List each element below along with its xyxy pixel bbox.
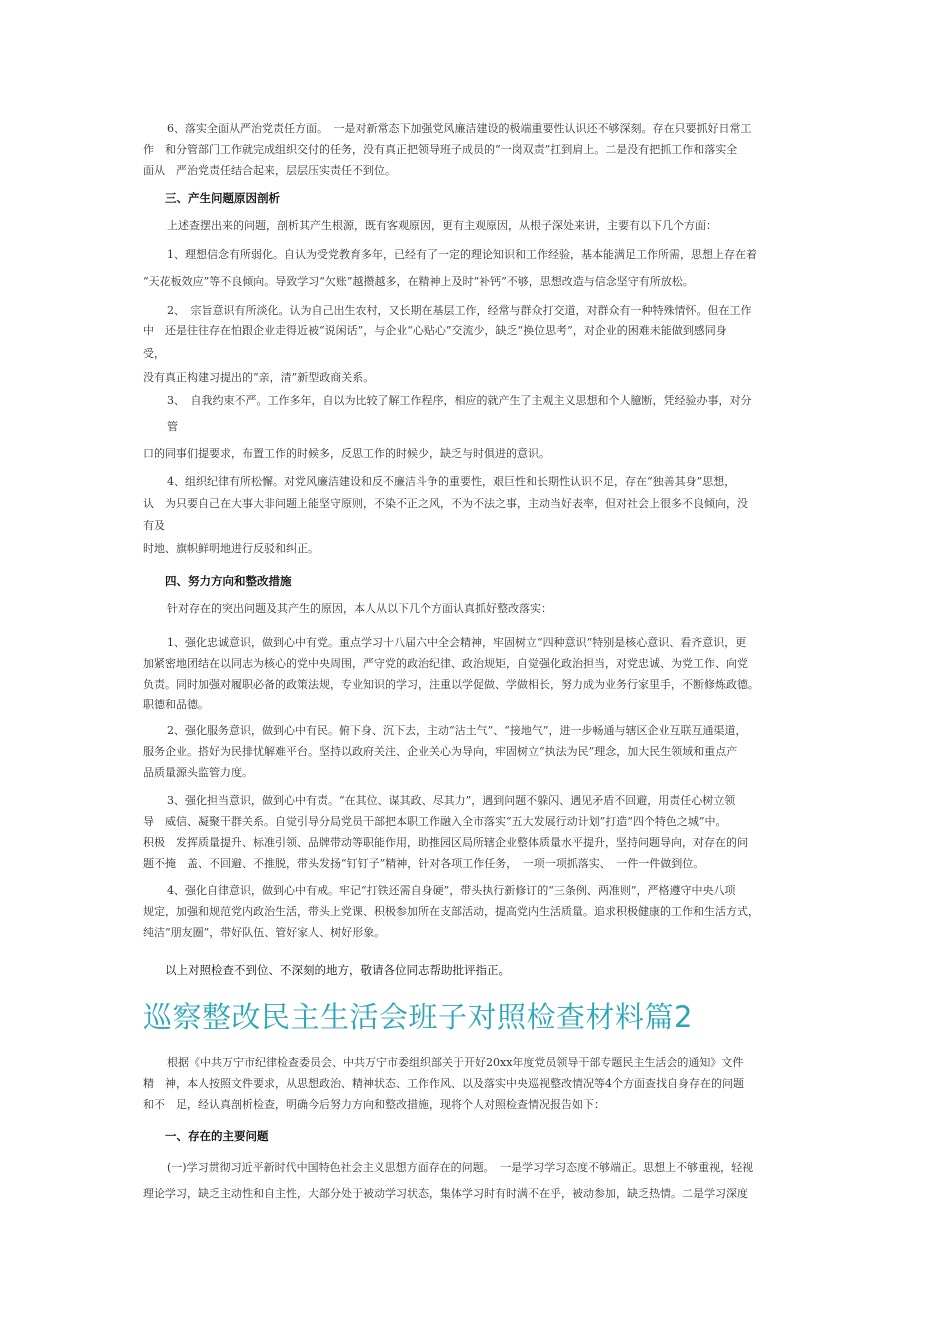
paragraph-6-line-1: 6、落实全面从严治党责任方面。 一是对新常态下加强党风廉洁建设的极端重要性认识还不够深刻。存在只要抓好日常工: [167, 122, 752, 135]
cause-3-line-3: 口的同事们提要求，布置工作的时候多，反思工作的时候少，缺乏与时俱进的意识。: [143, 447, 550, 460]
section-2-intro-line-2: 精 神，本人按照文件要求，从思想政治、精神状态、工作作风、以及落实中央巡视整改情况等4个方面查找自身存在的问题: [143, 1077, 744, 1090]
cause-3-line-1: 3、 自我约束不严。工作多年，自以为比较了解工作程序，相应的就产生了主观主义思想和个人臆断，凭经验办事，对分: [167, 394, 752, 407]
measure-1-line-3: 负责。同时加强对履职必备的政策法规，专业知识的学习，注重以学促做、学做相长，努力成为业务行家里手，不断修炼政德。: [143, 678, 759, 691]
measure-4-line-3: 纯洁“朋友圈”，带好队伍、管好家人、树好形象。: [143, 926, 386, 939]
cause-4-line-3: 有及: [143, 519, 165, 532]
measure-2-line-3: 品质量源头监管力度。: [143, 766, 253, 779]
heading-main-problems: 一、存在的主要问题: [165, 1129, 269, 1143]
measure-1-line-4: 职德和品德。: [143, 698, 209, 711]
cause-2-line-4: 没有真正构建习提出的“亲，清”新型政商关系。: [143, 371, 375, 384]
measures-intro: 针对存在的突出问题及其产生的原因，本人从以下几个方面认真抓好整改落实：: [167, 602, 552, 615]
cause-intro: 上述查摆出来的问题，剖析其产生根源，既有客观原因，更有主观原因，从根子深处来讲，主要有以下几个方面：: [167, 219, 717, 232]
measure-3-line-1: 3、强化担当意识，做到心中有责。“在其位、谋其政、尽其力”，遇到问题不躲闪、遇见矛盾不回避，用责任心树立领: [167, 794, 736, 807]
measure-3-line-2: 导 威信、凝聚干群关系。自觉引导分局党员干部把本职工作融入全市落实“五大发展行动计划”打造“四个特色之城”中。: [143, 815, 727, 828]
cause-1-line-2: “天花板效应”等不良倾向。导致学习“欠账”越攒越多，在精神上及时“补钙”不够，思想改造与信念坚守有所放松。: [143, 275, 694, 288]
cause-2-line-3: 受，: [143, 347, 165, 360]
section-2-intro-line-3: 和不 足，经认真剖析检查，明确今后努力方向和整改措施，现将个人对照检查情况报告如下：: [143, 1098, 605, 1111]
measure-2-line-1: 2、强化服务意识，做到心中有民。俯下身、沉下去，主动“沾土气”、“接地气”，进一步畅通与辖区企业互联互通渠道，: [167, 724, 747, 737]
cause-2-line-2: 中 还是往往存在怕跟企业走得近被“说闲话”，与企业“心贴心”交流少，缺乏“换位思考”，对企业的困难未能做到感同身: [143, 324, 727, 337]
cause-1-line-1: 1、理想信念有所弱化。自认为受党教育多年，已经有了一定的理论知识和工作经验，基本能满足工作所需，思想上存在着: [167, 248, 757, 261]
measure-3-line-4: 题不掩 盖、不回避、不推脱，带头发扬“钉钉子”精神，针对各项工作任务， 一项一项抓落实、 一件一件做到位。: [143, 857, 705, 870]
section-2-title: 巡察整改民主生活会班子对照检查材料篇2: [143, 1000, 693, 1034]
cause-4-line-4: 时地、旗帜鲜明地进行反驳和纠正。: [143, 542, 319, 555]
cause-2-line-1: 2、 宗旨意识有所淡化。认为自己出生农村，又长期在基层工作，经常与群众打交道，对群众有一种特殊情怀。但在工作: [167, 304, 752, 317]
measure-2-line-2: 服务企业。搭好为民排忧解难平台。坚持以政府关注、企业关心为导向，牢固树立“执法为民”理念，加大民生领域和重点产: [143, 745, 738, 758]
closing-statement: 以上对照检查不到位、不深刻的地方，敬请各位同志帮助批评指正。: [165, 963, 510, 977]
cause-4-line-2: 认 为只要自己在大事大非问题上能坚守原则，不染不正之风，不为不法之事，主动当好表率，但对社会上很多不良倾向，没: [143, 497, 748, 510]
cause-4-line-1: 4、组织纪律有所松懈。对党风廉洁建设和反不廉洁斗争的重要性，艰巨性和长期性认识不足，存在“独善其身”思想，: [167, 475, 736, 488]
problem-1-line-2: 理论学习，缺乏主动性和自主性，大部分处于被动学习状态，集体学习时有时满不在乎，被动参加，缺乏热情。二是学习深度: [143, 1187, 748, 1200]
problem-1-line-1: (一)学习贯彻习近平新时代中国特色社会主义思想方面存在的问题。 一是学习学习态度不够端正。思想上不够重视，轻视: [167, 1161, 754, 1174]
measure-3-line-3: 积极 发挥质量提升、标准引领、品牌带动等职能作用，助推园区局所辖企业整体质量水平提升，坚持问题导向，对存在的问: [143, 836, 748, 849]
section-2-intro-line-1: 根据《中共万宁市纪律检查委员会、中共万宁市委组织部关于开好20xx年度党员领导干部专题民主生活会的通知》文件: [167, 1056, 744, 1069]
measure-1-line-2: 加紧密地团结在以同志为核心的党中央周围，严守党的政治纪律、政治规矩，自觉强化政治担当，对党忠诚、为党工作、向党: [143, 657, 748, 670]
paragraph-6-line-3: 面从 严治党责任结合起来，层层压实责任不到位。: [143, 164, 396, 177]
heading-rectification-measures: 四、努力方向和整改措施: [165, 574, 292, 588]
heading-cause-analysis: 三、产生问题原因剖析: [165, 191, 280, 205]
measure-1-line-1: 1、强化忠诚意识，做到心中有党。重点学习十八届六中全会精神，牢固树立“四种意识”特别是核心意识、看齐意识，更: [167, 636, 747, 649]
cause-3-line-2: 管: [167, 420, 178, 433]
measure-4-line-2: 规定，加强和规范党内政治生活，带头上党课、积极参加所在支部活动，提高党内生活质量。追求积极健康的工作和生活方式，: [143, 905, 759, 918]
measure-4-line-1: 4、强化自律意识，做到心中有戒。牢记“打铁还需自身硬”，带头执行新修订的“三条例、两准则”，严格遵守中央八项: [167, 884, 736, 897]
paragraph-6-line-2: 作 和分管部门工作就完成组织交付的任务，没有真正把领导班子成员的“一岗双责”扛到肩上。二是没有把抓工作和落实全: [143, 143, 738, 156]
